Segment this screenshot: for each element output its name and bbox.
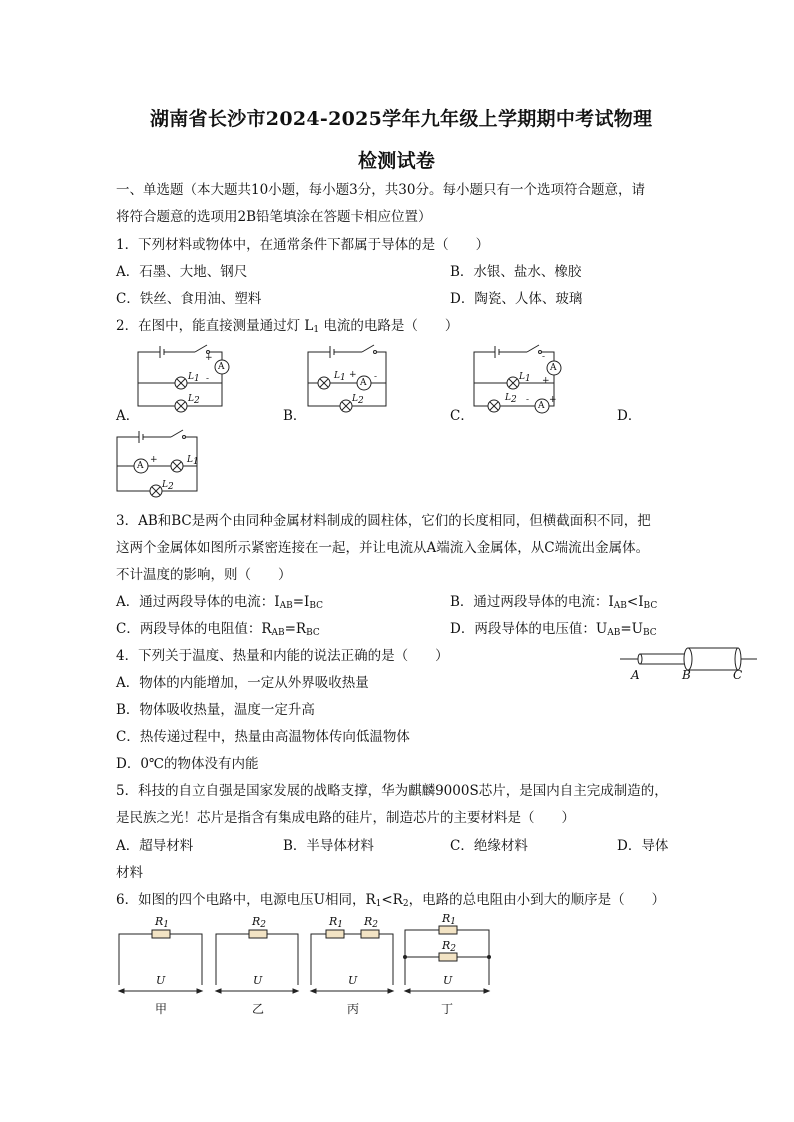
q2-c-ammeter1-label: A [550,363,557,373]
q2-c-l1-label: L1 [519,372,531,384]
q3-option-a: A．通过两段导体的电流：$I_{AB}=I_{BC}$ [116,594,324,611]
section-intro-line1: 一、单选题（本大题共10小题，每小题3分，共30分。每小题只有一个选项符合题意，请 [116,182,645,198]
q2-a-plus-label: + [205,353,213,363]
q6-ding-r2-label: $R_2$ [442,939,457,954]
q5-option-b: B．半导体材料 [283,838,374,854]
q2-c-ammeter2-label: A [538,401,545,411]
q1-stem: 1．下列材料或物体中，在通常条件下都属于导体的是（ ） [116,237,490,253]
q6-jia-r-label: $R_1$ [155,915,170,930]
q6-caption-ding: 丁 [441,1002,454,1016]
q1-option-c: C．铁丝、食用油、塑料 [116,291,262,307]
q6-ding-u-label: U [443,974,453,987]
q4-stem: 4．下列关于温度、热量和内能的说法正确的是（ ） [116,648,449,664]
q4-option-c: C．热传递过程中，热量由高温物体传向低温物体 [116,729,410,745]
q2-d-l1-label: L1 [187,455,199,467]
q2-a-ammeter-label: A [218,362,225,372]
q6-caption-yi: 乙 [252,1002,265,1016]
page-subtitle: 检测试卷 [358,150,436,172]
q2-d-lamp2-icon [150,485,162,497]
q6-yi-r-label: $R_2$ [252,915,267,930]
q3-fig-label-a: A [631,668,640,682]
q2-option-c: C． [450,408,474,424]
q2-c-lamp1-icon [507,377,519,389]
q3-option-c: C．两段导体的电阻值：$R_{AB}=R_{BC}$ [116,621,320,638]
q2-option-a: A． [116,408,140,424]
q1-option-a: A．石墨、大地、钢尺 [116,264,248,280]
q2-option-d: D． [617,408,642,424]
q2-a-lamp2-icon [175,400,187,412]
q5-stem-line1: 5．科技的自立自强是国家发展的战略支撑，华为麒麟9000S芯片，是国内自主完成制造的， [116,783,668,799]
q5-option-d: D．导体 [617,838,669,854]
q2-d-l2-label: L2 [162,480,174,492]
q6-yi-u-label: U [253,974,263,987]
q2-a-l2-label: L2 [188,394,200,406]
q6-bing-u-label: U [348,974,358,987]
q2-option-b: B． [283,408,307,424]
q2-c-minus2-label: - [526,395,530,405]
q1-option-b: B．水银、盐水、橡胶 [450,264,582,280]
q2-b-l1-label: L1 [334,371,346,383]
q2-c-l2-label: L2 [505,393,517,405]
q3-option-b: B．通过两段导体的电流：$I_{AB}<I_{BC}$ [450,594,658,611]
q2-c-lamp2-icon [488,400,500,412]
page-title: 湖南省长沙市2024-2025学年九年级上学期期中考试物理 [150,108,653,130]
q2-b-l2-label: L2 [352,394,364,406]
q2-b-ammeter-label: A [360,378,367,388]
q2-d-plus-label: + [150,455,158,465]
q6-jia-u-label: U [156,974,166,987]
section-intro-line2: 将符合题意的选项用2B铅笔填涂在答题卡相应位置） [116,209,432,225]
q3-stem-line3: 不计温度的影响，则（ ） [116,567,292,583]
q4-option-d: D．0℃的物体没有内能 [116,756,259,772]
q3-stem-line2: 这两个金属体如图所示紧密连接在一起，并让电流从A端流入金属体，从C端流出金属体。 [116,540,650,556]
q3-fig-label-c: C [733,668,743,682]
q5-stem-line2: 是民族之光！芯片是指含有集成电路的硅片，制造芯片的主要材料是（ ） [116,810,575,826]
q3-fig-label-b: B [682,668,691,682]
q2-c-minus1-label: - [542,352,546,362]
q2-c-plus2-label: + [549,395,557,405]
q6-caption-bing: 丙 [347,1002,360,1016]
q5-option-c: C．绝缘材料 [450,838,528,854]
q3-stem-line1: 3．AB和BC是两个由同种金属材料制成的圆柱体，它们的长度相同，但横截面积不同，把 [116,513,651,529]
q2-d-lamp1-icon [171,460,183,472]
q4-option-b: B．物体吸收热量，温度一定升高 [116,702,315,718]
q2-a-lamp1-icon [175,377,187,389]
q2-d-ammeter-label: A [137,461,144,471]
q4-option-a: A．物体的内能增加，一定从外界吸收热量 [116,675,369,691]
q3-option-d: D．两段导体的电压值：$U_{AB}=U_{BC}$ [450,621,657,638]
q5-option-a: A．超导材料 [116,838,194,854]
q6-caption-jia: 甲 [155,1002,168,1016]
q6-ding-r1-label: $R_1$ [442,912,457,927]
q5-option-d-continued: 材料 [116,865,143,881]
q2-a-l1-label: L1 [188,372,200,384]
q1-option-d: D．陶瓷、人体、玻璃 [450,291,583,307]
q2-b-plus-label: + [349,370,357,380]
q3-cylinder-figure [620,648,757,670]
q2-b-minus-label: - [374,372,378,382]
q2-b-lamp2-icon [340,400,352,412]
q6-bing-r2-label: $R_2$ [364,915,379,930]
q2-c-plus1-label: + [542,376,550,386]
q6-stem: 6．如图的四个电路中，电源电压U相同，$R_1<R_2$，电路的总电阻由小到大的顺序是（ ） [116,892,666,909]
q6-bing-r1-label: $R_1$ [329,915,344,930]
q2-b-lamp1-icon [318,377,330,389]
q2-stem: 2．在图中，能直接测量通过灯 $L_1$ 电流的电路是（ ） [116,318,459,335]
q2-a-minus-label: - [206,374,210,384]
